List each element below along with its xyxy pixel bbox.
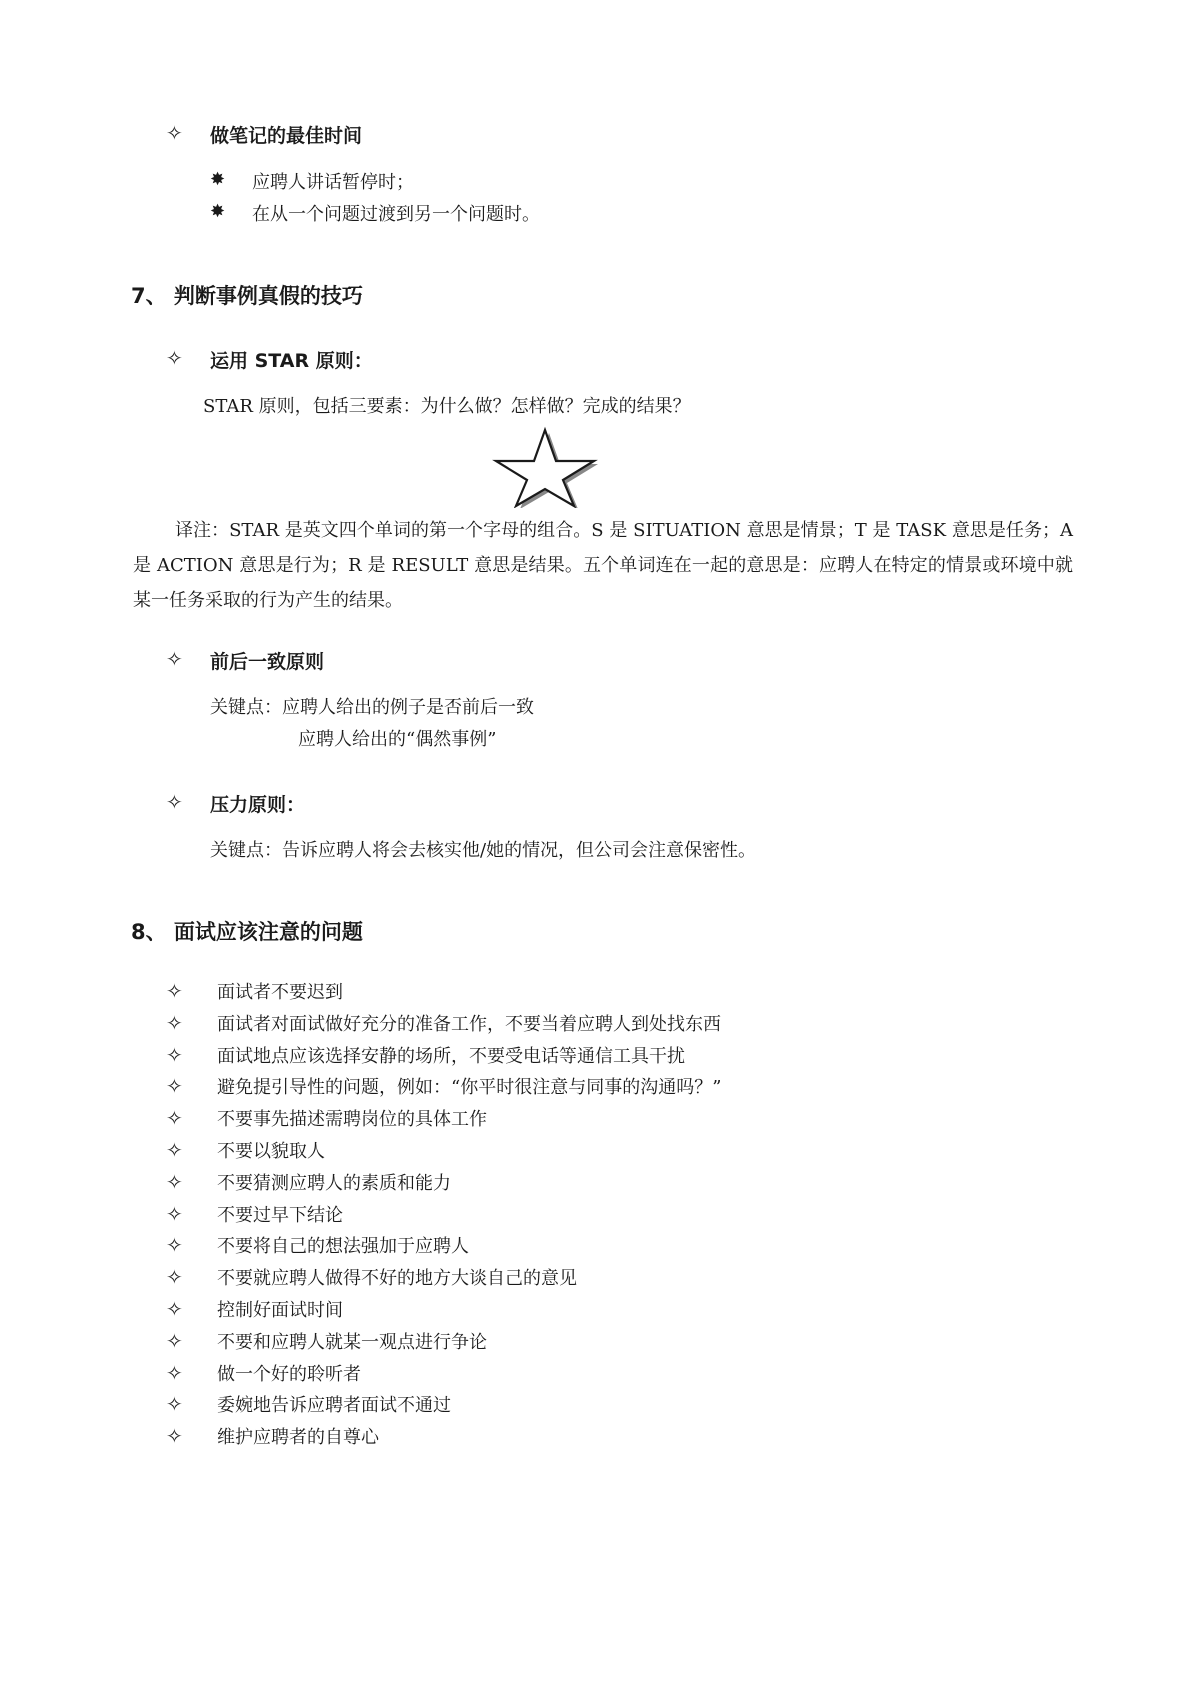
- notes-time-item: 在从一个问题过渡到另一个问题时。: [252, 204, 540, 225]
- caution-item: 不要猜测应聘人的素质和能力: [217, 1172, 451, 1194]
- caution-item: 委婉地告诉应聘者面试不通过: [217, 1395, 451, 1417]
- notes-time-item: 应聘人讲话暂停时；: [252, 172, 414, 193]
- diamond-bullet-icon: ✧: [166, 1424, 183, 1449]
- pressure-key-point: 关键点：告诉应聘人将会去核实他/她的情况，但公司会注意保密性。: [210, 840, 757, 861]
- star-principle-description: STAR 原则，包括三要素：为什么做？怎样做？完成的结果？: [203, 396, 691, 417]
- diamond-bullet-icon: ✧: [166, 1074, 183, 1099]
- caution-item: 控制好面试时间: [217, 1300, 343, 1321]
- diamond-bullet-icon: ✧: [166, 979, 183, 1003]
- caution-item: 不要以貌取人: [217, 1141, 325, 1162]
- diamond-bullet-icon: ✧: [166, 790, 183, 814]
- caution-item: 不要过早下结论: [217, 1204, 343, 1226]
- caution-item: 不要就应聘人做得不好的地方大谈自己的意见: [217, 1268, 577, 1290]
- diamond-bullet-icon: ✧: [166, 1138, 183, 1162]
- burst-bullet-icon: ✸: [210, 201, 226, 222]
- diamond-bullet-icon: ✧: [166, 121, 183, 145]
- caution-item: 避免提引导性的问题，例如：“你平时很注意与同事的沟通吗？”: [217, 1077, 722, 1099]
- diamond-bullet-icon: ✧: [166, 1265, 183, 1290]
- diamond-bullet-icon: ✧: [166, 346, 183, 370]
- section-8-heading: 8、 面试应该注意的问题: [131, 920, 363, 944]
- diamond-bullet-icon: ✧: [166, 1328, 183, 1353]
- caution-item: 维护应聘者的自尊心: [217, 1427, 379, 1449]
- star-translation-note: 译注：STAR 是英文四个单词的第一个字母的组合。S 是 SITUATION 意思是情景；T 是 TASK 意思是任务；A 是 ACTION 意思是行为；R 是 RESULT 意思是结果。五个单词连在一起的意思是：应聘人在特定的情景或环境中就某一任务采取的行为产生的结果。: [133, 520, 1073, 611]
- diamond-bullet-icon: ✧: [166, 1233, 183, 1258]
- diamond-bullet-icon: ✧: [166, 1392, 183, 1417]
- notes-time-heading: 做笔记的最佳时间: [210, 125, 363, 147]
- section-7-heading: 7、 判断事例真假的技巧: [131, 284, 363, 308]
- caution-item: 做一个好的聆听者: [217, 1363, 361, 1385]
- diamond-bullet-icon: ✧: [166, 1106, 183, 1131]
- caution-item: 面试地点应该选择安静的场所，不要受电话等通信工具干扰: [217, 1045, 685, 1067]
- caution-item: 面试者对面试做好充分的准备工作，不要当着应聘人到处找东西: [217, 1013, 721, 1035]
- diamond-bullet-icon: ✧: [166, 1297, 183, 1321]
- diamond-bullet-icon: ✧: [166, 647, 183, 671]
- diamond-bullet-icon: ✧: [166, 1010, 183, 1035]
- caution-item: 不要和应聘人就某一观点进行争论: [217, 1331, 487, 1353]
- pressure-principle-heading: 压力原则：: [210, 794, 306, 816]
- caution-item: 不要将自己的想法强加于应聘人: [217, 1236, 469, 1258]
- diamond-bullet-icon: ✧: [166, 1169, 183, 1194]
- caution-item: 不要事先描述需聘岗位的具体工作: [217, 1109, 487, 1131]
- caution-item: 面试者不要迟到: [217, 982, 343, 1003]
- consistency-principle-heading: 前后一致原则: [210, 651, 325, 673]
- diamond-bullet-icon: ✧: [166, 1042, 183, 1067]
- diamond-bullet-icon: ✧: [166, 1360, 183, 1385]
- burst-bullet-icon: ✸: [210, 169, 226, 190]
- diamond-bullet-icon: ✧: [166, 1201, 183, 1226]
- star-principle-heading: 运用 STAR 原则：: [210, 350, 373, 372]
- consistency-key-point: 关键点：应聘人给出的例子是否前后一致: [210, 697, 534, 718]
- consistency-key-point-2: 应聘人给出的“偶然事例”: [298, 729, 497, 750]
- star-icon: [490, 426, 600, 508]
